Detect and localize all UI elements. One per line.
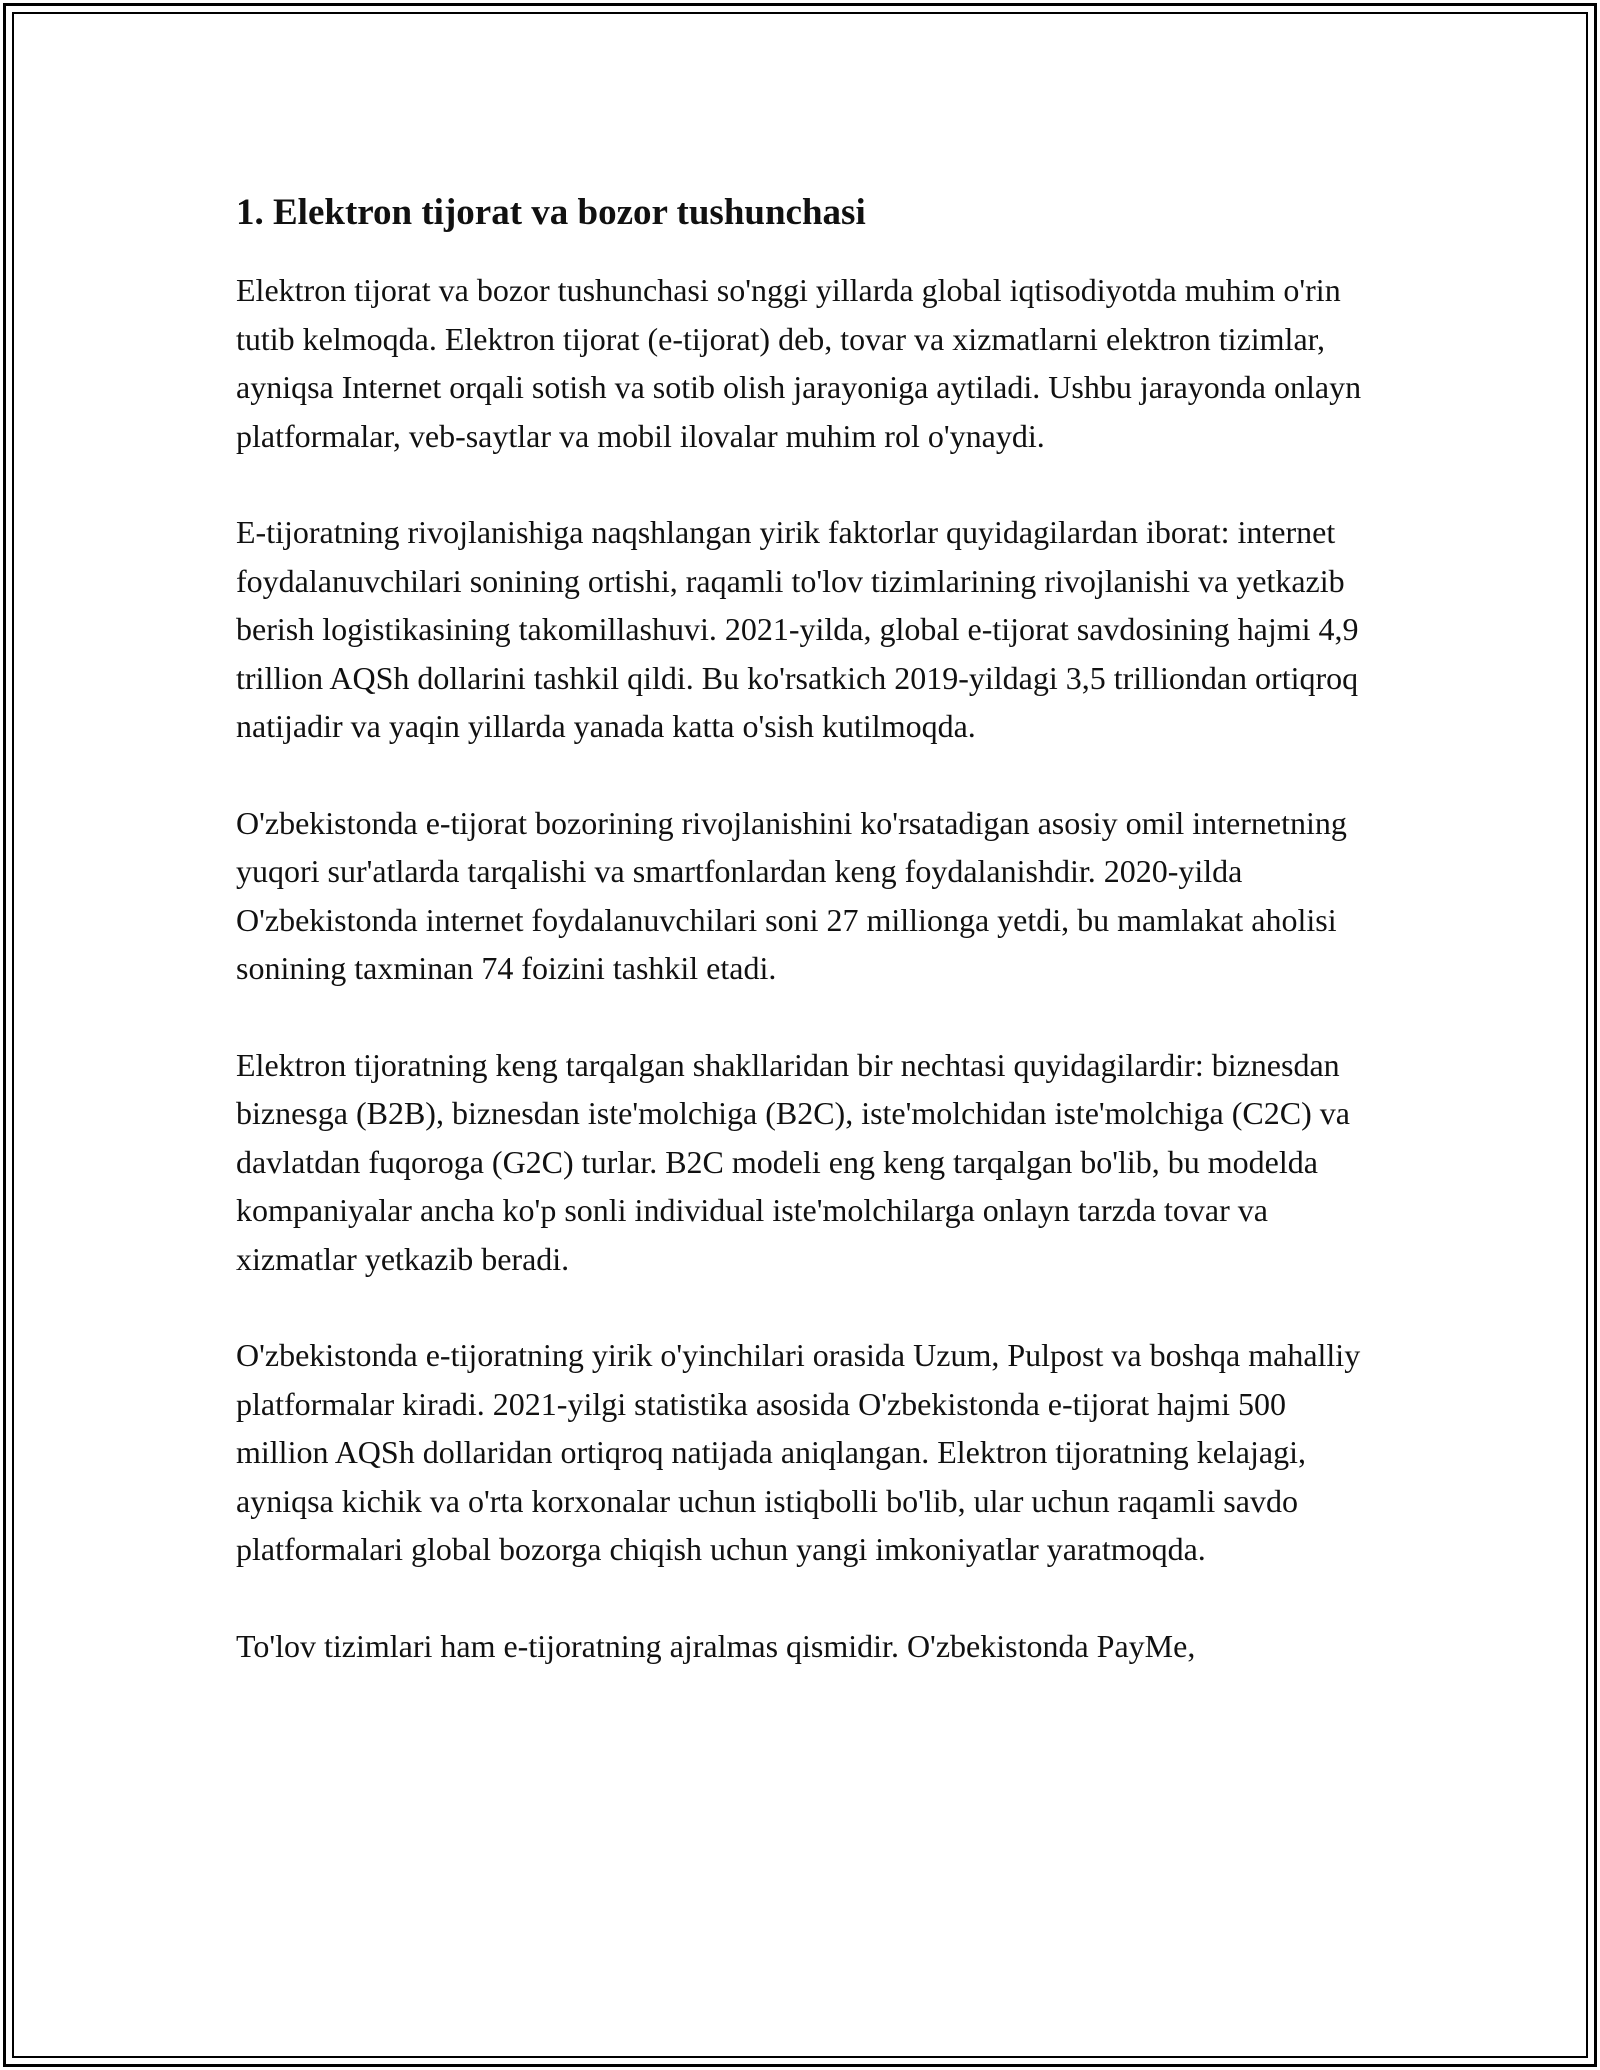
paragraph-growth-factors: E-tijoratning rivojlanishiga naqshlangan yirik faktorlar quyidagilardan iborat: internet foydalanuvchilari sonining ortishi, raqamli to'lov tizimlarining rivojlanishi va yetkazib berish logistikasining takomillashuvi. 2021-yilda, global e-tijorat savdosining hajmi 4,9 trillion AQSh dollarini tashkil qildi. Bu ko'rsatkich 2019-yildagi 3,5 trilliondan ortiqroq natijadir va yaqin yillarda yanada katta o'sish kutilmoqda. (236, 514, 1359, 744)
paragraph-uzbekistan-players: O'zbekistonda e-tijoratning yirik o'yinchilari orasida Uzum, Pulpost va boshqa mahalliy platformalar kiradi. 2021-yilgi statistika asosida O'zbekistonda e-tijorat hajmi 500 million AQSh dollaridan ortiqroq natijada aniqlangan. Elektron tijoratning kelajagi, ayniqsa kichik va o'rta korxonalar uchun istiqbolli bo'lib, ular uchun raqamli savdo platformalari global bozorga chiqish uchun yangi imkoniyatlar yaratmoqda. (236, 1337, 1361, 1567)
paragraph-payment-systems: To'lov tizimlari ham e-tijoratning ajralmas qismidir. O'zbekistonda PayMe, (236, 1627, 1196, 1664)
document-body (236, 186, 1366, 1718)
section-title: 1. Elektron tijorat va bozor tushunchasi (236, 192, 866, 233)
paragraph-ecommerce-models: Elektron tijoratning keng tarqalgan shakllaridan bir nechtasi quyidagilardir: biznesdan biznesga (B2B), biznesdan iste'molchiga (B2C), iste'molchidan iste'molchiga (C2C) va davlatdan fuqoroga (G2C) turlar. B2C modeli eng keng tarqalgan bo'lib, bu modelda kompaniyalar ancha ko'p sonli individual iste'molchilarga onlayn tarzda tovar va xizmatlar yetkazib beradi. (236, 1046, 1350, 1277)
paragraph-uzbekistan-internet: O'zbekistonda e-tijorat bozorining rivojlanishini ko'rsatadigan asosiy omil internetning yuqori sur'atlarda tarqalishi va smartfonlardan keng foydalanishdir. 2020-yilda O'zbekistonda internet foydalanuvchilari soni 27 millionga yetdi, bu mamlakat aholisi sonining taxminan 74 foizini tashkil etadi. (236, 804, 1347, 986)
paragraph-definition: Elektron tijorat va bozor tushunchasi so'nggi yillarda global iqtisodiyotda muhim o'rin tutib kelmoqda. Elektron tijorat (e-tijorat) deb, tovar va xizmatlarni elektron tizimlar, ayniqsa Internet orqali sotish va sotib olish jarayoniga aytiladi. Ushbu jarayonda onlayn platformalar, veb-saytlar va mobil ilovalar muhim rol o'ynaydi. (236, 272, 1362, 454)
